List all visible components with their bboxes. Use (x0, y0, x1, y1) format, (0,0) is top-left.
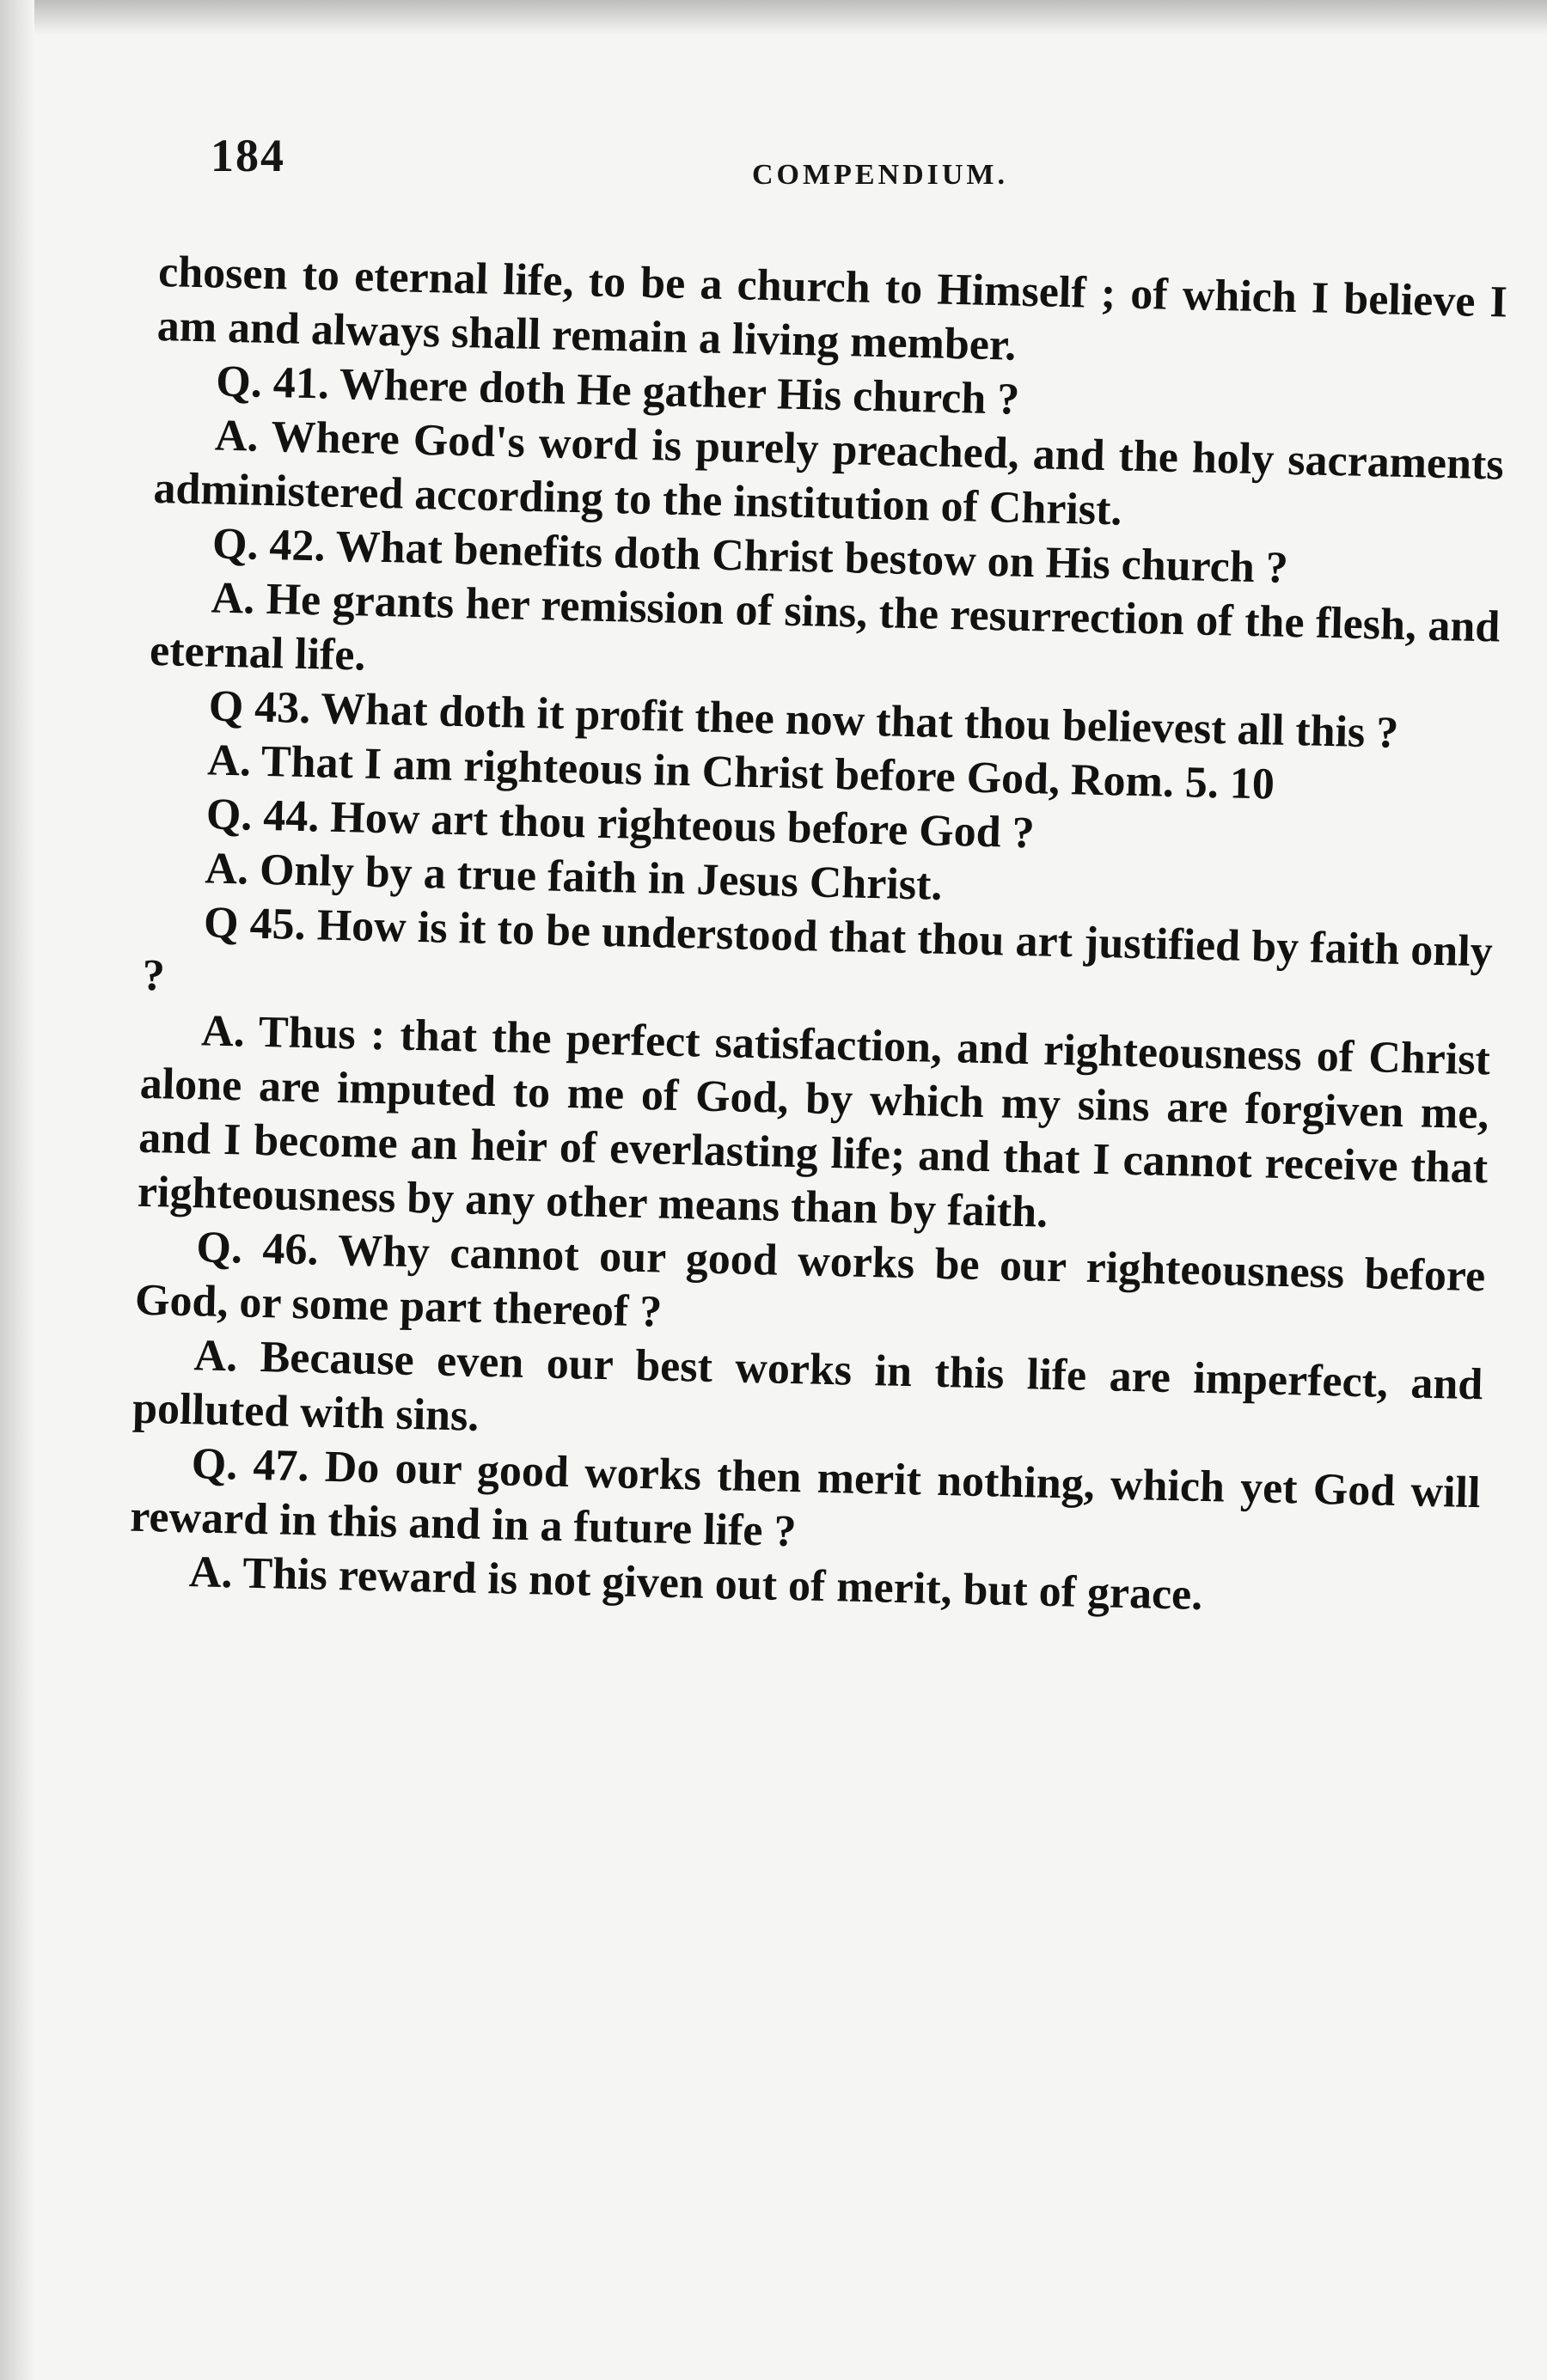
answer-44: A. Only by a true faith in Jesus Christ. (204, 844, 944, 910)
question-41: Q. 41. Where doth He gather His church ? (215, 357, 1020, 424)
answer-41: A. Where God's word is purely preached, and the holy sacraments administered according to the institution of Christ. (152, 411, 1505, 535)
question-47: Q. 47. Do our good works then merit nothing, which yet God will reward in this and in a future life ? (129, 1439, 1482, 1557)
page-number: 184 (211, 130, 285, 181)
scan-shadow-top (0, 0, 1547, 34)
question-45: Q 45. How is it to be understood that thou art justified by faith only ? (142, 898, 1494, 1001)
question-46: Q. 46. Why cannot our good works be our righteousness before God, or some part thereof ? (134, 1223, 1486, 1337)
answer-43: A. That I am righteous in Christ before God, Rom. 5. 10 (206, 735, 1275, 809)
answer-47: A. This reward is not given out of merit, but of grace. (188, 1547, 1203, 1620)
question-44: Q. 44. How art thou righteous before God ? (205, 790, 1036, 858)
answer-46: A. Because even our best works in this life are imperfect, and polluted with sins. (131, 1331, 1483, 1441)
scan-shadow-left (0, 0, 34, 2380)
continuation-paragraph: chosen to eternal life, to be a church to Himself ; of which I believe I am and always shall remain a living member. (156, 247, 1508, 370)
page-header (211, 129, 1526, 189)
body-text (128, 245, 1507, 1628)
answer-45: A. Thus : that the perfect satisfaction, and righteousness of Christ alone are imputed to me of God, by which my sins are forgiven me, and I become an heir of everlasting life; and that I cannot receive that righteousness by any other means than by faith. (137, 1006, 1491, 1237)
question-42: Q. 42. What benefits doth Christ bestow on His church ? (211, 519, 1289, 593)
answer-42: A. He grants her remission of sins, the resurrection of the flesh, and eternal life. (149, 573, 1501, 680)
question-43: Q 43. What doth it profit thee now that thou believest all this ? (208, 681, 1399, 758)
running-title: COMPENDIUM. (752, 159, 1009, 191)
